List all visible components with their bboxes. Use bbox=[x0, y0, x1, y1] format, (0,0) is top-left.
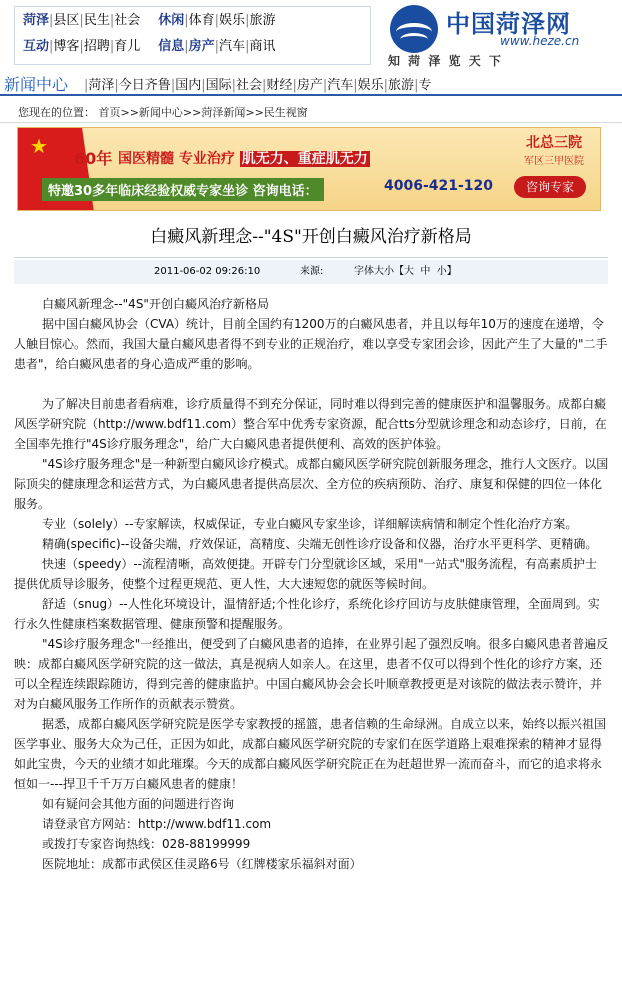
article-paragraph: 为了解决目前患者看病难，诊疗质量得不到充分保证，同时难以得到完善的健康医护和温馨服务。成都白癜风医学研究院（http://www.bdf11.com）整合军中优秀专家资源，配合tts分型就诊理念和动态诊疗，日前，在全国率先推行"4S诊疗服务理念"，给广大白癜风患者提供便利、高效的医护体验。 bbox=[14, 397, 607, 451]
site-header bbox=[0, 0, 622, 70]
top-nav-jobs[interactable]: 招聘 bbox=[83, 39, 110, 54]
top-nav-leisure[interactable]: 休闲 bbox=[158, 13, 185, 28]
channel-item-international[interactable]: 国际 bbox=[205, 78, 232, 93]
top-nav-box bbox=[14, 6, 371, 65]
article-paragraph: "4S诊疗服务理念"是一种新型白癜风诊疗模式。成都白癜风医学研究院创新服务理念，推行人文医疗。以国际顶尖的健康理念和运营方式，为白癜风患者提供高层次、全方位的疾病预防、治疗、康复和保健的四位一体化服务。 bbox=[14, 457, 609, 511]
top-nav-travel[interactable]: 旅游 bbox=[249, 13, 276, 28]
font-size-large[interactable]: 大 bbox=[404, 266, 414, 277]
article-source-label: 来源: bbox=[300, 266, 324, 277]
article-paragraph: 据中国白癜风协会（CVA）统计，目前全国约有1200万的白癜风患者，并且以每年10万的速度在递增，令人触目惊心。然而，我国大量白癜风患者得不到专业的正规治疗，难以享受专家团会诊，因此产生了大量的"二手患者"，给白癜风患者的身心造成严重的影响。 bbox=[14, 317, 608, 371]
font-size-medium[interactable]: 中 bbox=[420, 266, 431, 277]
top-nav-entertainment[interactable]: 娱乐 bbox=[219, 13, 246, 28]
title-divider bbox=[14, 257, 608, 258]
article-paragraph: 如有疑问会其他方面的问题进行咨询 bbox=[42, 797, 235, 811]
article-meta bbox=[14, 260, 608, 284]
consult-expert-button[interactable]: 咨询专家 bbox=[514, 176, 586, 198]
top-nav-heze[interactable]: 菏泽 bbox=[23, 13, 50, 28]
article-paragraph: 白癜风新理念--"4S"开创白癜风治疗新格局 bbox=[42, 297, 269, 311]
top-nav-car[interactable]: 汽车 bbox=[219, 39, 246, 54]
article-paragraph: 舒适（snug）--人性化环境设计，温情舒适;个性化诊疗，系统化诊疗回访与皮肤健康管理，全面周到。实行永久性健康档案数据管理、健康预警和提醒服务。 bbox=[14, 597, 600, 631]
logo-url: www.heze.cn bbox=[500, 34, 580, 48]
channel-title[interactable]: 新闻中心 bbox=[4, 75, 69, 94]
article-hotline-line: 或拨打专家咨询热线：028-88199999 bbox=[42, 837, 251, 851]
logo-wave-icon bbox=[390, 5, 438, 53]
breadcrumb-divider bbox=[0, 122, 622, 123]
banner-years: 60年 bbox=[74, 149, 113, 168]
site-logo[interactable] bbox=[388, 2, 618, 70]
top-nav-info[interactable]: 信息 bbox=[158, 39, 185, 54]
top-nav-house[interactable]: 房产 bbox=[188, 39, 215, 54]
channel-items: |菏泽|今日齐鲁|国内|国际|社会|财经|房产|汽车|娱乐|旅游|专 bbox=[84, 78, 432, 93]
channel-item-car[interactable]: 汽车 bbox=[327, 78, 354, 93]
article-title: 白癜风新理念--"4S"开创白癜风治疗新格局 bbox=[150, 227, 472, 247]
article-paragraph: 据悉，成都白癜风医学研究院是医学专家教授的摇篮，患者信赖的生命绿洲。自成立以来，始终以振兴祖国医学事业、服务大众为己任，正因为如此，成都白癜风医学研究院的专家们在医学道路上艰难探索的精神才显得如此宝贵，今天的业绩才如此璀璨。今天的成都白癜风医学研究院正在为赶超世界一流而奋斗，而它的追求将永恒如一---捍卫千千万万白癜风患者的健康！ bbox=[14, 717, 607, 791]
article-paragraph: 精确(specific)--设备尖端，疗效保证，高精度、尖端无创性诊疗设备和仪器，治疗水平更科学、更精确。 bbox=[42, 537, 598, 551]
top-nav-business[interactable]: 商讯 bbox=[249, 39, 276, 54]
top-nav-row-2: 互动|博客|招聘|育儿 信息|房产|汽车|商讯 bbox=[23, 39, 276, 54]
channel-item-domestic[interactable]: 国内 bbox=[175, 78, 202, 93]
top-nav-interact[interactable]: 互动 bbox=[23, 39, 50, 54]
logo-name: 中国菏泽网 bbox=[446, 10, 571, 38]
article-paragraph: "4S诊疗服务理念"一经推出，便受到了白癜风患者的追捧，在业界引起了强烈反响。很多白癜风患者普遍反映：成都白癜风医学研究院的这一做法，真是视病人如亲人。在这里，患者不仅可以得到个性化的诊疗方案，还可以全程连续跟踪随访，得到完善的健康监护。中国白癜风协会会长叶顺章教授更是对该院的做法表示赞许，并对为白癜风服务工作所作的贡献表示赞赏。 bbox=[14, 637, 609, 711]
channel-item-entertainment[interactable]: 娱乐 bbox=[357, 78, 384, 93]
banner-headline: 国医精髓 专业治疗 肌无力、重症肌无力 bbox=[118, 151, 368, 167]
hospital-ad-banner[interactable] bbox=[17, 127, 601, 211]
font-size-control: 字体大小【大 中 小】 bbox=[354, 266, 457, 277]
top-nav-blog[interactable]: 博客 bbox=[53, 39, 80, 54]
font-size-small[interactable]: 小 bbox=[436, 266, 447, 277]
article-body bbox=[14, 294, 609, 874]
breadcrumb[interactable]: 您现在的位置： 首页>>新闻中心>>菏泽新闻>>民生视窗 bbox=[18, 106, 308, 119]
channel-item-heze[interactable]: 菏泽 bbox=[88, 78, 115, 93]
banner-hospital-sub: 军区三甲医院 bbox=[524, 156, 584, 167]
star-icon: ★ bbox=[30, 134, 48, 158]
article-date: 2011-06-02 09:26:10 bbox=[154, 266, 261, 277]
top-nav-counties[interactable]: 县区 bbox=[53, 13, 80, 28]
channel-item-qilu[interactable]: 今日齐鲁 bbox=[118, 78, 171, 93]
top-nav-livelihood[interactable]: 民生 bbox=[83, 13, 110, 28]
top-nav-sports[interactable]: 体育 bbox=[188, 13, 215, 28]
channel-nav bbox=[0, 70, 622, 96]
channel-item-finance[interactable]: 财经 bbox=[266, 78, 293, 93]
channel-item-society[interactable]: 社会 bbox=[236, 78, 263, 93]
channel-item-house[interactable]: 房产 bbox=[296, 78, 323, 93]
article-paragraph: 专业（solely）--专家解读，权威保证，专业白癜风专家坐诊，详细解读病情和制定个性化治疗方案。 bbox=[42, 517, 578, 531]
channel-item-special[interactable]: 专 bbox=[418, 78, 432, 93]
article-paragraph: 快速（speedy）--流程清晰，高效便捷。开辟专门分型就诊区域，采用"一站式"服务流程，有高素质护士提供优质导诊服务，使整个过程更规范、更人性，大大速短您的就医等候时间。 bbox=[14, 557, 598, 591]
banner-hospital: 北总三院 bbox=[526, 135, 582, 151]
article-address-line: 医院地址：成都市武侯区佳灵路6号（红牌楼家乐福斜对面） bbox=[42, 857, 362, 871]
banner-phone: 4006-421-120 bbox=[384, 178, 494, 194]
channel-item-travel[interactable]: 旅游 bbox=[388, 78, 415, 93]
top-nav-parenting[interactable]: 育儿 bbox=[114, 39, 141, 54]
top-nav-society[interactable]: 社会 bbox=[114, 13, 141, 28]
article-website-line: 请登录官方网站：http://www.bdf11.com bbox=[42, 817, 272, 831]
banner-subline: 特邀30多年临床经验权威专家坐诊 咨询电话： bbox=[42, 178, 324, 201]
logo-slogan: 知 菏 泽 览 天 下 bbox=[388, 54, 503, 68]
top-nav-row-1: 菏泽|县区|民生|社会 休闲|体育|娱乐|旅游 bbox=[23, 13, 276, 28]
